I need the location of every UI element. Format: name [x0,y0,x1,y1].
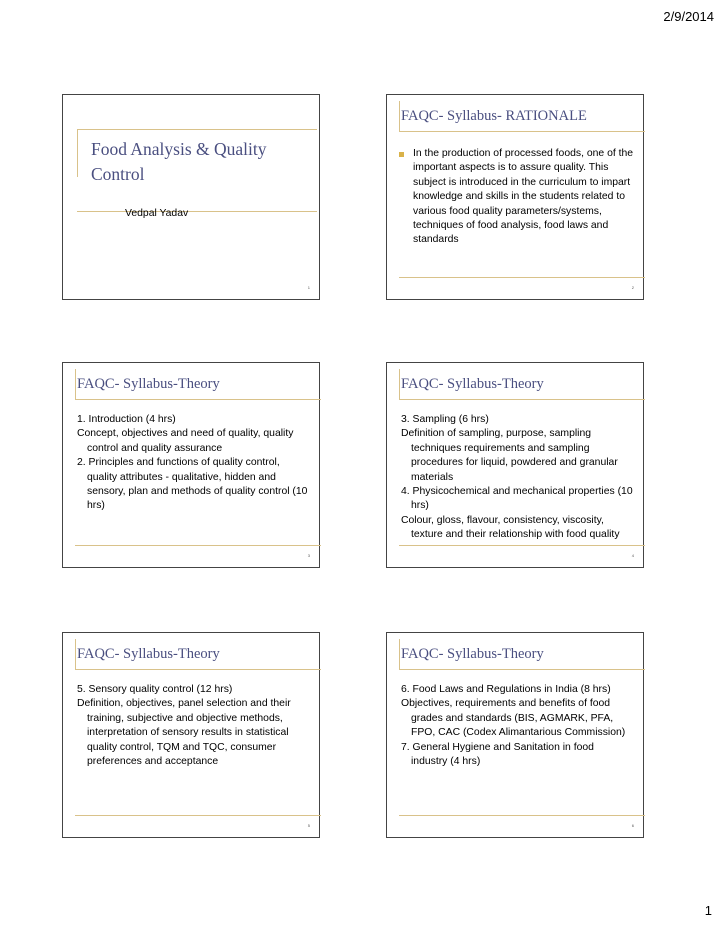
slide-body [401,413,633,543]
slide-title: FAQC- Syllabus- RATIONALE [401,108,587,124]
slide-number: 5 [307,823,310,828]
slide-number: 2 [631,285,634,290]
syllabus-item: 6. Food Laws and Regulations in India (8 hrs) [401,684,611,695]
rationale-text: In the production of processed foods, one of the important aspects is to assure quality. This subject is introduced in the curriculum to impart knowledge and skills in the students related to various food quality parameters/systems, techniques of food analysis, food laws and standards [413,148,634,246]
slide-title: FAQC- Syllabus-Theory [77,646,220,662]
slide-6 [386,632,644,838]
syllabus-item: 1. Introduction (4 hrs) [77,414,176,425]
slide-title: FAQC- Syllabus-Theory [77,376,220,392]
slide-number: 1 [307,285,310,290]
syllabus-item: 2. Principles and functions of quality control, quality attributes - qualitative, hidden and sensory, plan and methods of quality control (10 hrs) [77,457,308,512]
slide-5 [62,632,320,838]
slide-4 [386,362,644,568]
print-date: 2/9/2014 [663,9,714,24]
slide-body [77,413,309,514]
presentation-title: Food Analysis & Quality Control [91,139,267,184]
slide-2 [386,94,644,300]
slide-title: FAQC- Syllabus-Theory [401,646,544,662]
slide-1 [62,94,320,300]
page-number: 1 [704,903,712,918]
slide-3 [62,362,320,568]
syllabus-item: Definition, objectives, panel selection and their training, subjective and objective methods, interpretation of sensory results in statistical quality control, TQM and TQC, consumer preferences and acceptance [77,698,291,768]
syllabus-item: Definition of sampling, purpose, sampling techniques requirements and sampling procedures for liquid, powdered and granular materials [401,428,618,483]
syllabus-item: 7. General Hygiene and Sanitation in food industry (4 hrs) [401,741,594,768]
syllabus-item: Objectives, requirements and benefits of food grades and standards (BIS, AGMARK, PFA, FPO, CAC (Codex Alimantarious Commission) [401,698,626,739]
slide-number: 6 [631,823,634,828]
slide-title: FAQC- Syllabus-Theory [401,376,544,392]
slide-number: 3 [307,553,310,558]
bullet-item [399,147,637,248]
author-name: Vedpal Yadav [125,208,189,219]
slide-body [77,683,309,769]
bullet-icon [399,152,404,157]
syllabus-item: Concept, objectives and need of quality, quality control and quality assurance [77,428,294,454]
syllabus-item: 3. Sampling (6 hrs) [401,414,489,425]
syllabus-item: 4. Physicochemical and mechanical properties (10 hrs) [401,486,633,512]
syllabus-item: 5. Sensory quality control (12 hrs) [77,684,233,695]
slide-body [401,683,633,769]
slide-number: 4 [631,553,634,558]
syllabus-item: Colour, gloss, flavour, consistency, viscosity, texture and their relationship with food quality [401,514,620,541]
